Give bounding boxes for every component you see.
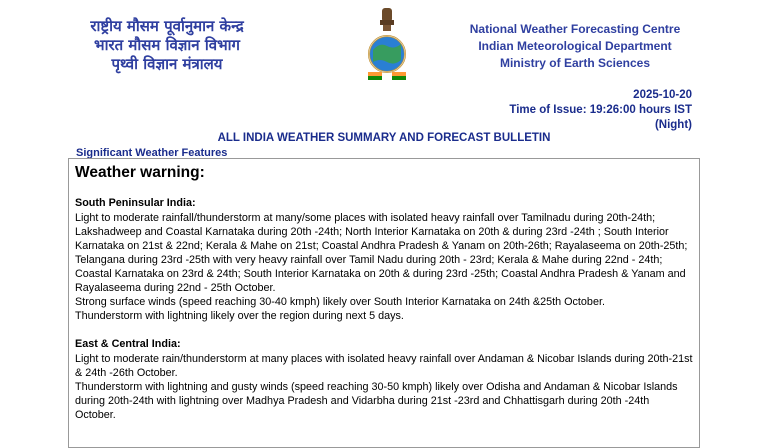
issue-time: Time of Issue: 19:26:00 hours IST xyxy=(509,104,692,116)
region-title: East & Central India: xyxy=(75,338,181,350)
warning-title: Weather warning: xyxy=(75,164,205,181)
hindi-line-2: भारत मौसम विज्ञान विभाग xyxy=(94,36,240,54)
region-paragraph: Thunderstorm with lightning and gusty winds (speed reaching 30-50 kmph) likely over Odisha and Andaman & Nicobar Islands during 20th-24th with lightning over Madhya Pradesh and Vidarbha during 21st -23rd and Chhattisgarh during 20th -24th October. xyxy=(75,381,678,421)
hindi-header xyxy=(72,17,262,74)
section-label: Significant Weather Features xyxy=(76,147,228,159)
department-name: Indian Meteorological Department xyxy=(478,39,672,53)
hindi-line-1: राष्ट्रीय मौसम पूर्वानुमान केन्द्र xyxy=(90,17,244,35)
region-paragraph: Thunderstorm with lightning likely over the region during next 5 days. xyxy=(75,310,404,322)
org-name: National Weather Forecasting Centre xyxy=(469,22,681,36)
issue-period: (Night) xyxy=(654,119,692,131)
issue-info xyxy=(509,88,692,133)
region-paragraph: Light to moderate rain/thunderstorm at many places with isolated heavy rainfall over Andaman & Nicobar Islands during 20th-21st & 24th -26th October. xyxy=(75,353,693,379)
hindi-line-3: पृथ्वी विज्ञान मंत्रालय xyxy=(111,55,223,73)
ministry-name: Ministry of Earth Sciences xyxy=(499,56,651,70)
weather-warning-box xyxy=(68,158,700,448)
imd-emblem-icon xyxy=(364,6,410,86)
region-paragraph: Light to moderate rainfall/thunderstorm at many/some places with isolated heavy rainfall over Tamilnadu during 20th-24th; Lakshadweep and Coastal Karnataka during 20th -24th; North Interior Karnataka on 20th & during 23rd -24th ; South Interior Karnataka on 21st & 22nd; Kerala & Mahe on 21st; Coastal Andhra Pradesh & Yanam on 20th-26th; Rayalaseema on 20th-25th; Telangana during 23rd -25th with very heavy rainfall over Tamil Nadu during 20th - 23rd; Kerala & Mahe during 22nd - 24th; Coastal Karnataka on 23rd & 24th; South Interior Karnataka on 20th & during 23rd -25th; Coastal Andhra Pradesh & Yanam and Rayalaseema during 22nd - 25th October. xyxy=(75,212,688,294)
english-header xyxy=(450,21,700,72)
issue-date: 2025-10-20 xyxy=(633,89,692,101)
region-title: South Peninsular India: xyxy=(75,197,196,209)
bulletin-title: ALL INDIA WEATHER SUMMARY AND FORECAST BULLETIN xyxy=(217,132,551,144)
region-paragraph: Strong surface winds (speed reaching 30-40 kmph) likely over South Interior Karnataka on 24th &25th October. xyxy=(75,296,605,308)
